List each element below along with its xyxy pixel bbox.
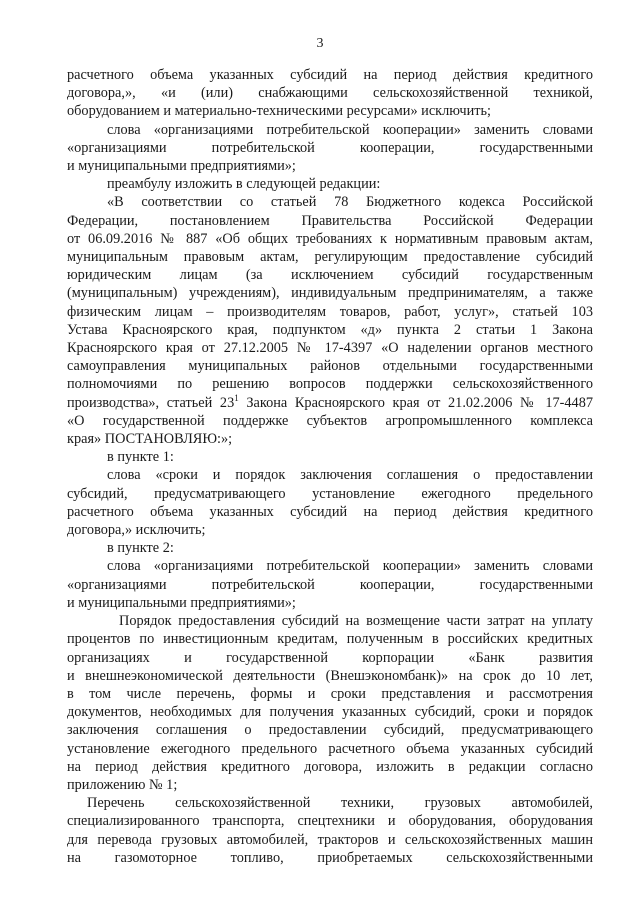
text-line	[67, 339, 593, 357]
text-line	[67, 539, 593, 557]
text-line	[67, 594, 593, 612]
text-line-content: Красноярского края от 27.12.2005 № 17-4397 «О наделении органов местного	[67, 340, 593, 357]
text-line	[67, 266, 593, 284]
text-line	[67, 230, 593, 248]
text-line-content: в пункте 2:	[107, 540, 174, 557]
text-line-continuation: Закона Красноярского края от 21.02.2006 № 17-4487	[238, 394, 594, 411]
text-line-content: «организациями потребительской кооперации, государственными	[67, 139, 593, 156]
text-line	[67, 139, 593, 157]
text-line-content: документов, необходимых для получения указанных субсидий, сроки и порядок	[67, 704, 593, 721]
text-line-content: полномочиями по решению вопросов поддержки сельскохозяйственного	[67, 376, 593, 393]
text-line	[67, 357, 593, 375]
text-line-content: от 06.09.2016 № 887 «Об общих требованиях к нормативным правовым актам,	[67, 230, 593, 247]
text-line-content: в пункте 1:	[107, 449, 174, 466]
text-line-content: физическим лицам – производителям товаров, работ, услуг», статьей 103	[67, 303, 593, 320]
text-line	[67, 193, 593, 211]
text-line	[67, 303, 593, 321]
text-line-content: слова «сроки и порядок заключения соглашения о предоставлении	[107, 467, 593, 484]
text-line	[67, 557, 593, 575]
text-line-content: Перечень сельскохозяйственной техники, грузовых автомобилей,	[87, 795, 593, 812]
text-line-content: в том числе перечень, формы и сроки представления и рассмотрения	[67, 685, 593, 702]
text-line-content: заключения соглашения о предоставлении субсидий, предусматривающего	[67, 722, 593, 739]
text-line-content: расчетного объема указанных субсидий на период действия кредитного	[67, 67, 593, 83]
text-line	[67, 794, 593, 812]
text-line	[67, 703, 593, 721]
text-line	[67, 612, 593, 630]
text-line	[67, 831, 593, 849]
text-line	[67, 721, 593, 739]
text-line	[67, 102, 593, 120]
text-line	[67, 66, 593, 84]
text-line	[67, 521, 593, 539]
text-line	[67, 430, 593, 448]
text-line	[67, 212, 593, 230]
text-line	[67, 157, 593, 175]
text-line	[67, 812, 593, 830]
text-line	[67, 740, 593, 758]
text-line-content: «организациями потребительской кооперации, государственными	[67, 576, 593, 593]
text-line	[67, 630, 593, 648]
text-line	[67, 448, 593, 466]
text-line	[67, 576, 593, 594]
text-line-content: и внешнеэкономической деятельности (Внешэкономбанк)» на срок до 10 лет,	[67, 667, 593, 684]
text-line	[67, 776, 593, 794]
text-line	[67, 321, 593, 339]
text-line-content: «В соответствии со статьей 78 Бюджетного кодекса Российской	[107, 194, 593, 211]
text-line-content: специализированного транспорта, спецтехники и оборудования, оборудования	[67, 813, 593, 830]
text-line	[67, 849, 593, 867]
text-line-content: приложению № 1;	[67, 776, 178, 793]
text-line-content: процентов по инвестиционным кредитам, полученным в российских кредитных	[67, 631, 593, 648]
text-line-content: юридическим лицам (за исключением субсидий государственным	[67, 267, 593, 284]
text-line	[67, 685, 593, 703]
text-line-content: Порядок предоставления субсидий на возмещение части затрат на уплату	[119, 613, 593, 630]
text-line-content: преамбулу изложить в следующей редакции:	[107, 176, 381, 193]
text-line-content: (муниципальным) учреждениям), индивидуальным предпринимателям, а также	[67, 285, 593, 302]
text-line	[67, 649, 593, 667]
text-line	[67, 284, 593, 302]
text-line-content: субсидий, предусматривающего установление ежегодного предельного	[67, 485, 593, 502]
text-line-content: для перевода грузовых автомобилей, тракторов и сельскохозяйственных машин	[67, 831, 593, 848]
text-line-content: на период действия кредитного договора, изложить в редакции согласно	[67, 758, 593, 775]
text-line	[67, 248, 593, 266]
text-line-content: договора,» исключить;	[67, 522, 206, 539]
text-line	[67, 412, 593, 430]
text-line-content: «О государственной поддержке субъектов агропромышленного комплекса	[67, 412, 593, 429]
text-line	[67, 758, 593, 776]
text-line-content: муниципальным правовым актам, регулирующим предоставление субсидий	[67, 249, 593, 266]
document-body	[67, 66, 593, 867]
text-line-content: установление ежегодного предельного расчетного объема указанных субсидий	[67, 740, 593, 757]
text-line	[67, 394, 593, 412]
text-line-content: и муниципальными предприятиями»;	[67, 594, 296, 611]
text-line-content: края» ПОСТАНОВЛЯЮ:»;	[67, 431, 233, 448]
text-line-content: оборудованием и материально-техническими ресурсами» исключить;	[67, 103, 491, 120]
text-line-content: Федерации, постановлением Правительства Российской Федерации	[67, 212, 593, 229]
text-line	[67, 84, 593, 102]
text-line-content: производства», статьей 23	[67, 394, 235, 411]
text-line	[67, 121, 593, 139]
text-line-content: организациях и государственной корпорации «Банк развития	[67, 649, 593, 666]
text-line	[67, 485, 593, 503]
text-line-content: самоуправления муниципальных районов отдельными государственными	[67, 358, 593, 375]
text-line-content: на газомоторное топливо, приобретаемых сельскохозяйственными	[67, 849, 593, 866]
text-line-content: расчетного объема указанных субсидий на период действия кредитного	[67, 503, 593, 520]
text-line	[67, 503, 593, 521]
superscript: 1	[234, 392, 239, 403]
text-line-content: договора,», «и (или) снабжающими сельскохозяйственной техникой,	[67, 85, 593, 102]
text-line	[67, 175, 593, 193]
page-number: 3	[316, 36, 324, 51]
text-line-content: слова «организациями потребительской кооперации» заменить словами	[107, 558, 593, 575]
text-line-content: слова «организациями потребительской кооперации» заменить словами	[107, 121, 593, 138]
text-line	[67, 466, 593, 484]
text-line	[67, 375, 593, 393]
text-line-content: Устава Красноярского края, подпунктом «д» пункта 2 статьи 1 Закона	[67, 321, 593, 338]
text-line-content: и муниципальными предприятиями»;	[67, 158, 296, 175]
text-line	[67, 667, 593, 685]
